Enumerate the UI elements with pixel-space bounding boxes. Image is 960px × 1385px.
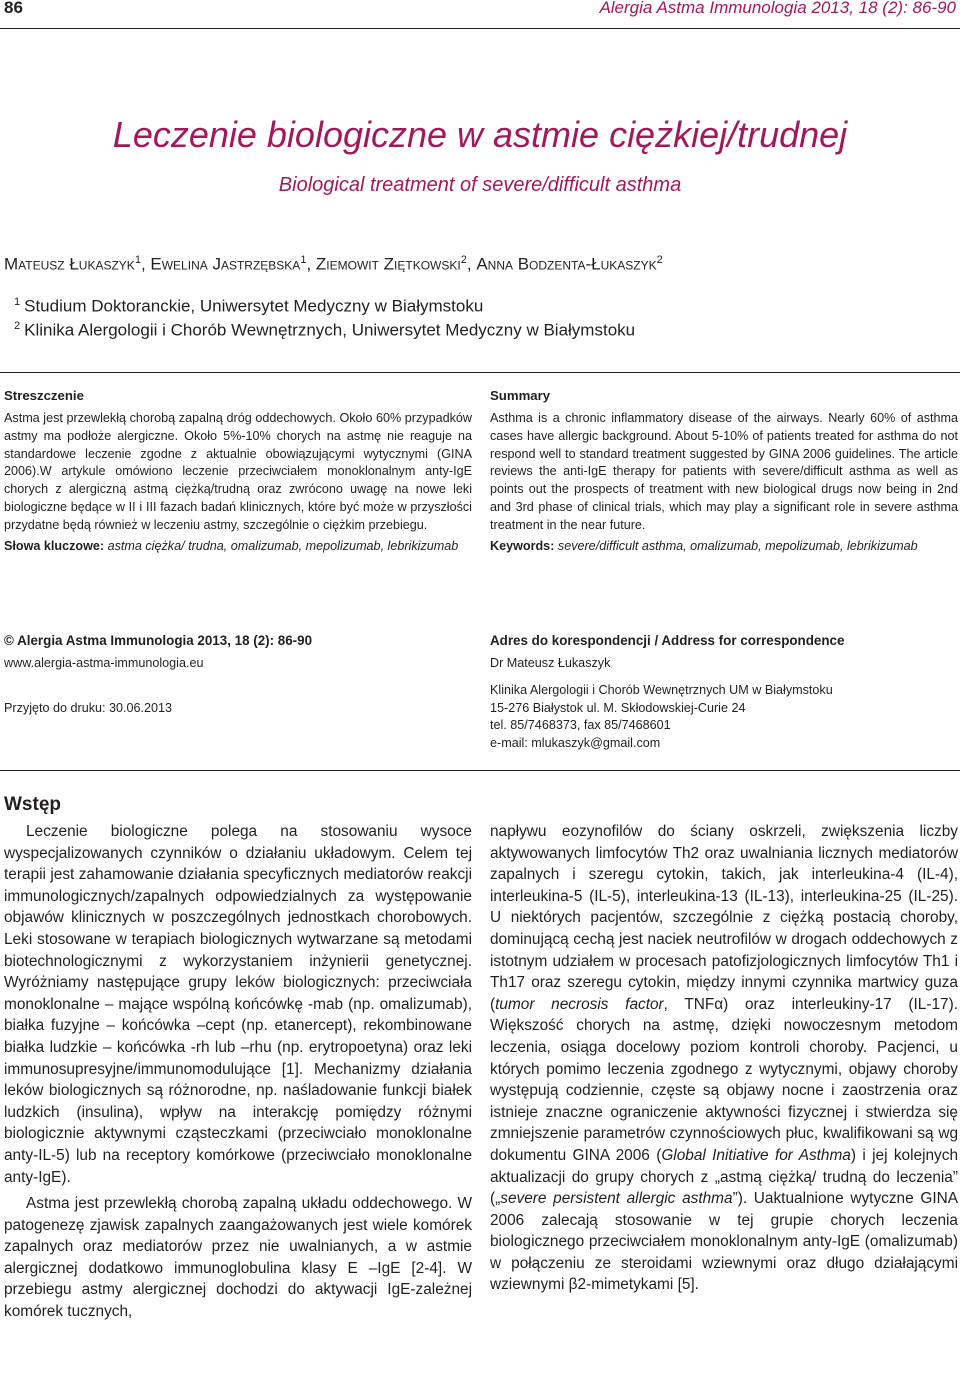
italic-run: severe persistent allergic asthma bbox=[500, 1190, 733, 1208]
intro-left-column bbox=[4, 821, 472, 1323]
header-rule bbox=[0, 28, 960, 29]
keywords-value: severe/difficult asthma, omalizumab, mepolizumab, lebrikizumab bbox=[557, 538, 918, 553]
section-rule bbox=[0, 770, 960, 771]
author-name: Ziemowit Ziętkowski bbox=[315, 254, 461, 274]
author-name: Ewelina Jastrzębska bbox=[150, 254, 301, 274]
page-number: 86 bbox=[4, 0, 23, 17]
keywords-label: Słowa kluczowe: bbox=[4, 538, 105, 553]
text-run: , TNFα) oraz interleukiny-17 (IL-17). Większość chorych na astmę, dzięki nowoczesnym metodom leczenia, osiąga docelowy poziom kontroli choroby. Pacjenci, u których pomimo leczenia zgodnego z wytycznymi, objawy choroby występują codziennie, częste są objawy nocne i zaostrzenia oraz istnieje znaczne ograniczenie aktywności fizycznej i stwierdza się zmniejszenie parametrów czynnościowych płuc, kwalifikowani są wg dokumentu GINA 2006 ( bbox=[490, 995, 958, 1164]
affiliation-sup: 2 bbox=[14, 320, 21, 332]
affiliation bbox=[14, 296, 483, 317]
text-run: napływu eozynofilów do ściany oskrzeli, zwiększenia liczby aktywowanych limfocytów Th2 oraz uwalniania licznych mediatorów zapalnych i szeregu cytokin, takich, jak interleukina-4 (IL-4), interleukina-5 (IL-5), interleukina-13 (IL-13), interleukina-25 (IL-25). U niektórych pacjentów, szczególnie z ciężką postacią choroby, dominującą cechą jest naciek neutrofilów w drogach oddechowych z istotnym udziałem w procesach patofizjologicznych limfocytów Th1 i Th17 oraz szeregu cytokin, między innymi czynnika martwicy guza ( bbox=[490, 823, 958, 1013]
keywords-label: Keywords: bbox=[490, 538, 555, 553]
intro-paragraph: Astma jest przewlekłą chorobą zapalną układu oddechowego. W patogenezę zjawisk zapalnych zaangażowanych jest wiele komórek zapalnych oraz mediatorów przez nie uwalnianych, a w astmie alergicznej dodatkowo immunoglobulina klasy E –IgE [2-4]. W przebiegu astmy alergicznej dochodzi do aktywacji IgE-zależnej komórek tucznych, bbox=[4, 1195, 472, 1321]
abstract-en bbox=[490, 388, 958, 555]
affiliation-sup: 1 bbox=[14, 296, 21, 308]
correspondence bbox=[490, 632, 958, 753]
keywords-value: astma ciężka/ trudna, omalizumab, mepolizumab, lebrikizumab bbox=[107, 538, 459, 553]
affiliation-text: Studium Doktoranckie, Uniwersytet Medyczny w Białymstoku bbox=[24, 296, 484, 316]
article-subtitle: Biological treatment of severe/difficult asthma bbox=[278, 174, 682, 196]
copyright-line: © Alergia Astma Immunologia 2013, 18 (2): 86-90 bbox=[4, 633, 313, 648]
text-run: ) i jej kolejnych aktualizacji do grupy chorych z „astmą ciężką/ trudną do leczenia” („ bbox=[490, 1146, 959, 1208]
article-title: Leczenie biologiczne w astmie ciężkiej/trudnej bbox=[112, 114, 848, 155]
abstract-pl-text: Astma jest przewlekłą chorobą zapalną dróg oddechowych. Około 60% przypadków astmy ma podłoże alergiczne. Około 5%-10% chorych na astmę nie reaguje na standardowe leczenie zgodne z aktualnie obowiązującymi wytycznymi (GINA 2006).W artykule omówiono leczenie przeciwciałem monoklonalnym anty-IgE chorych z alergiczną astmą ciężką/trudną oraz zwrócono uwagę na nowe leki biologiczne będące w II i III fazach badań klinicznych, które być może w przyszłości przydatne będą również w leczeniu astmy, szczególnie o ciężkim przebiegu. bbox=[4, 411, 472, 532]
abstract-en-heading: Summary bbox=[490, 388, 551, 403]
abstract-en-text: Asthma is a chronic inflammatory disease of the airways. Nearly 60% of asthma cases have allergic background. About 5-10% of patients treated for asthma do not respond well to standard treatment suggested by GINA 2006 guidelines. The article reviews the anti-IgE therapy for patients with severe/difficult asthma as well as points out the prospects of treatment with new biological drugs now being in 2nd and 3rd phase of clinical trials, which may play a significant role in severe asthma treatment in the near future. bbox=[490, 411, 958, 532]
abstract-en-keywords bbox=[490, 538, 958, 556]
author-sup: 1 bbox=[300, 254, 307, 266]
author-sup: 2 bbox=[460, 254, 467, 266]
correspondence-line: Klinika Alergologii i Chorób Wewnętrznych UM w Białymstoku bbox=[490, 683, 833, 698]
abstract-pl bbox=[4, 388, 472, 555]
author-name: Anna Bodzenta-Łukaszyk bbox=[476, 254, 657, 274]
intro-paragraph: Leczenie biologiczne polega na stosowaniu wysoce wyspecjalizowanych czynników o działaniu układowym. Celem tej terapii jest zahamowanie działania specyficznych mediatorów reakcji immunologicznych/zapalnych odpowiedzialnych za występowanie objawów klinicznych w poszczególnych jednostkach chorobowych. Leki stosowane w terapiach biologicznych wytwarzane są metodami biotechnologicznymi z wykorzystaniem inżynierii genetycznej. Wyróżniamy następujące grupy leków biologicznych: przeciwciała monoklonalne – mające wspólną końcówkę -mab (np. omalizumab), białka fuzyjne – końcówka –cept (np. etanercept), rekombinowane białka ludzkie – końcówka -rh lub –rhu (np. erytropoetyna) oraz leki immunosupresyjne/immunomodulujące [1]. Mechanizmy działania leków biologicznych są różnorodne, np. naśladowanie funkcji białek ludzkich (insulina), wpływ na interakcję pomiędzy różnymi biologicznie aktywnymi cząsteczkami (przeciwciało monoklonalne anty-IL-5) lub na receptory komórkowe (przeciwciało monoklonalne anty-IgE). bbox=[4, 823, 472, 1186]
author-separator: , bbox=[306, 254, 316, 274]
intro-paragraph bbox=[490, 821, 958, 1296]
intro-heading: Wstęp bbox=[4, 794, 61, 815]
author-separator: , bbox=[466, 254, 477, 274]
affiliation-text: Klinika Alergologii i Chorób Wewnętrznych, Uniwersytet Medyczny w Białymstoku bbox=[24, 320, 636, 340]
journal-url: www.alergia-astma-immunologia.eu bbox=[4, 655, 204, 670]
affiliation bbox=[14, 320, 635, 341]
correspondence-line: 15-276 Białystok ul. M. Skłodowskiej-Curie 24 bbox=[490, 700, 746, 715]
italic-run: tumor necrosis factor bbox=[495, 995, 664, 1013]
intro-right-column bbox=[490, 821, 958, 1296]
correspondence-line: tel. 85/7468373, fax 85/7468601 bbox=[490, 718, 671, 733]
author-sup: 2 bbox=[656, 254, 663, 266]
author-sup: 1 bbox=[134, 254, 141, 266]
text-run: ”). Uaktualnione wytyczne GINA 2006 zalecają stosowanie w tej grupie chorych leczenia biologicznego przeciwciałem monoklonalnym anty-IgE (omalizumab) w połączeniu ze steroidami wziewnymi oraz długo działającymi wziewnymi β2-mimetykami [5]. bbox=[490, 1190, 958, 1294]
italic-run: Global Initiative for Asthma bbox=[661, 1146, 851, 1164]
accepted-date: Przyjęto do druku: 30.06.2013 bbox=[4, 701, 173, 716]
correspondence-name: Dr Mateusz Łukaszyk bbox=[490, 655, 611, 670]
publication-info bbox=[4, 632, 472, 718]
correspondence-line: e-mail: mlukaszyk@gmail.com bbox=[490, 735, 661, 750]
journal-header: Alergia Astma Immunologia 2013, 18 (2): 86-90 bbox=[599, 0, 956, 17]
author-separator: , bbox=[140, 254, 151, 274]
authors-line bbox=[4, 254, 663, 275]
abstract-pl-keywords bbox=[4, 538, 472, 556]
abstract-pl-heading: Streszczenie bbox=[4, 388, 84, 403]
correspondence-heading: Adres do korespondencji / Address for correspondence bbox=[490, 633, 845, 648]
author-name: Mateusz Łukaszyk bbox=[4, 254, 135, 274]
section-rule bbox=[0, 372, 960, 373]
